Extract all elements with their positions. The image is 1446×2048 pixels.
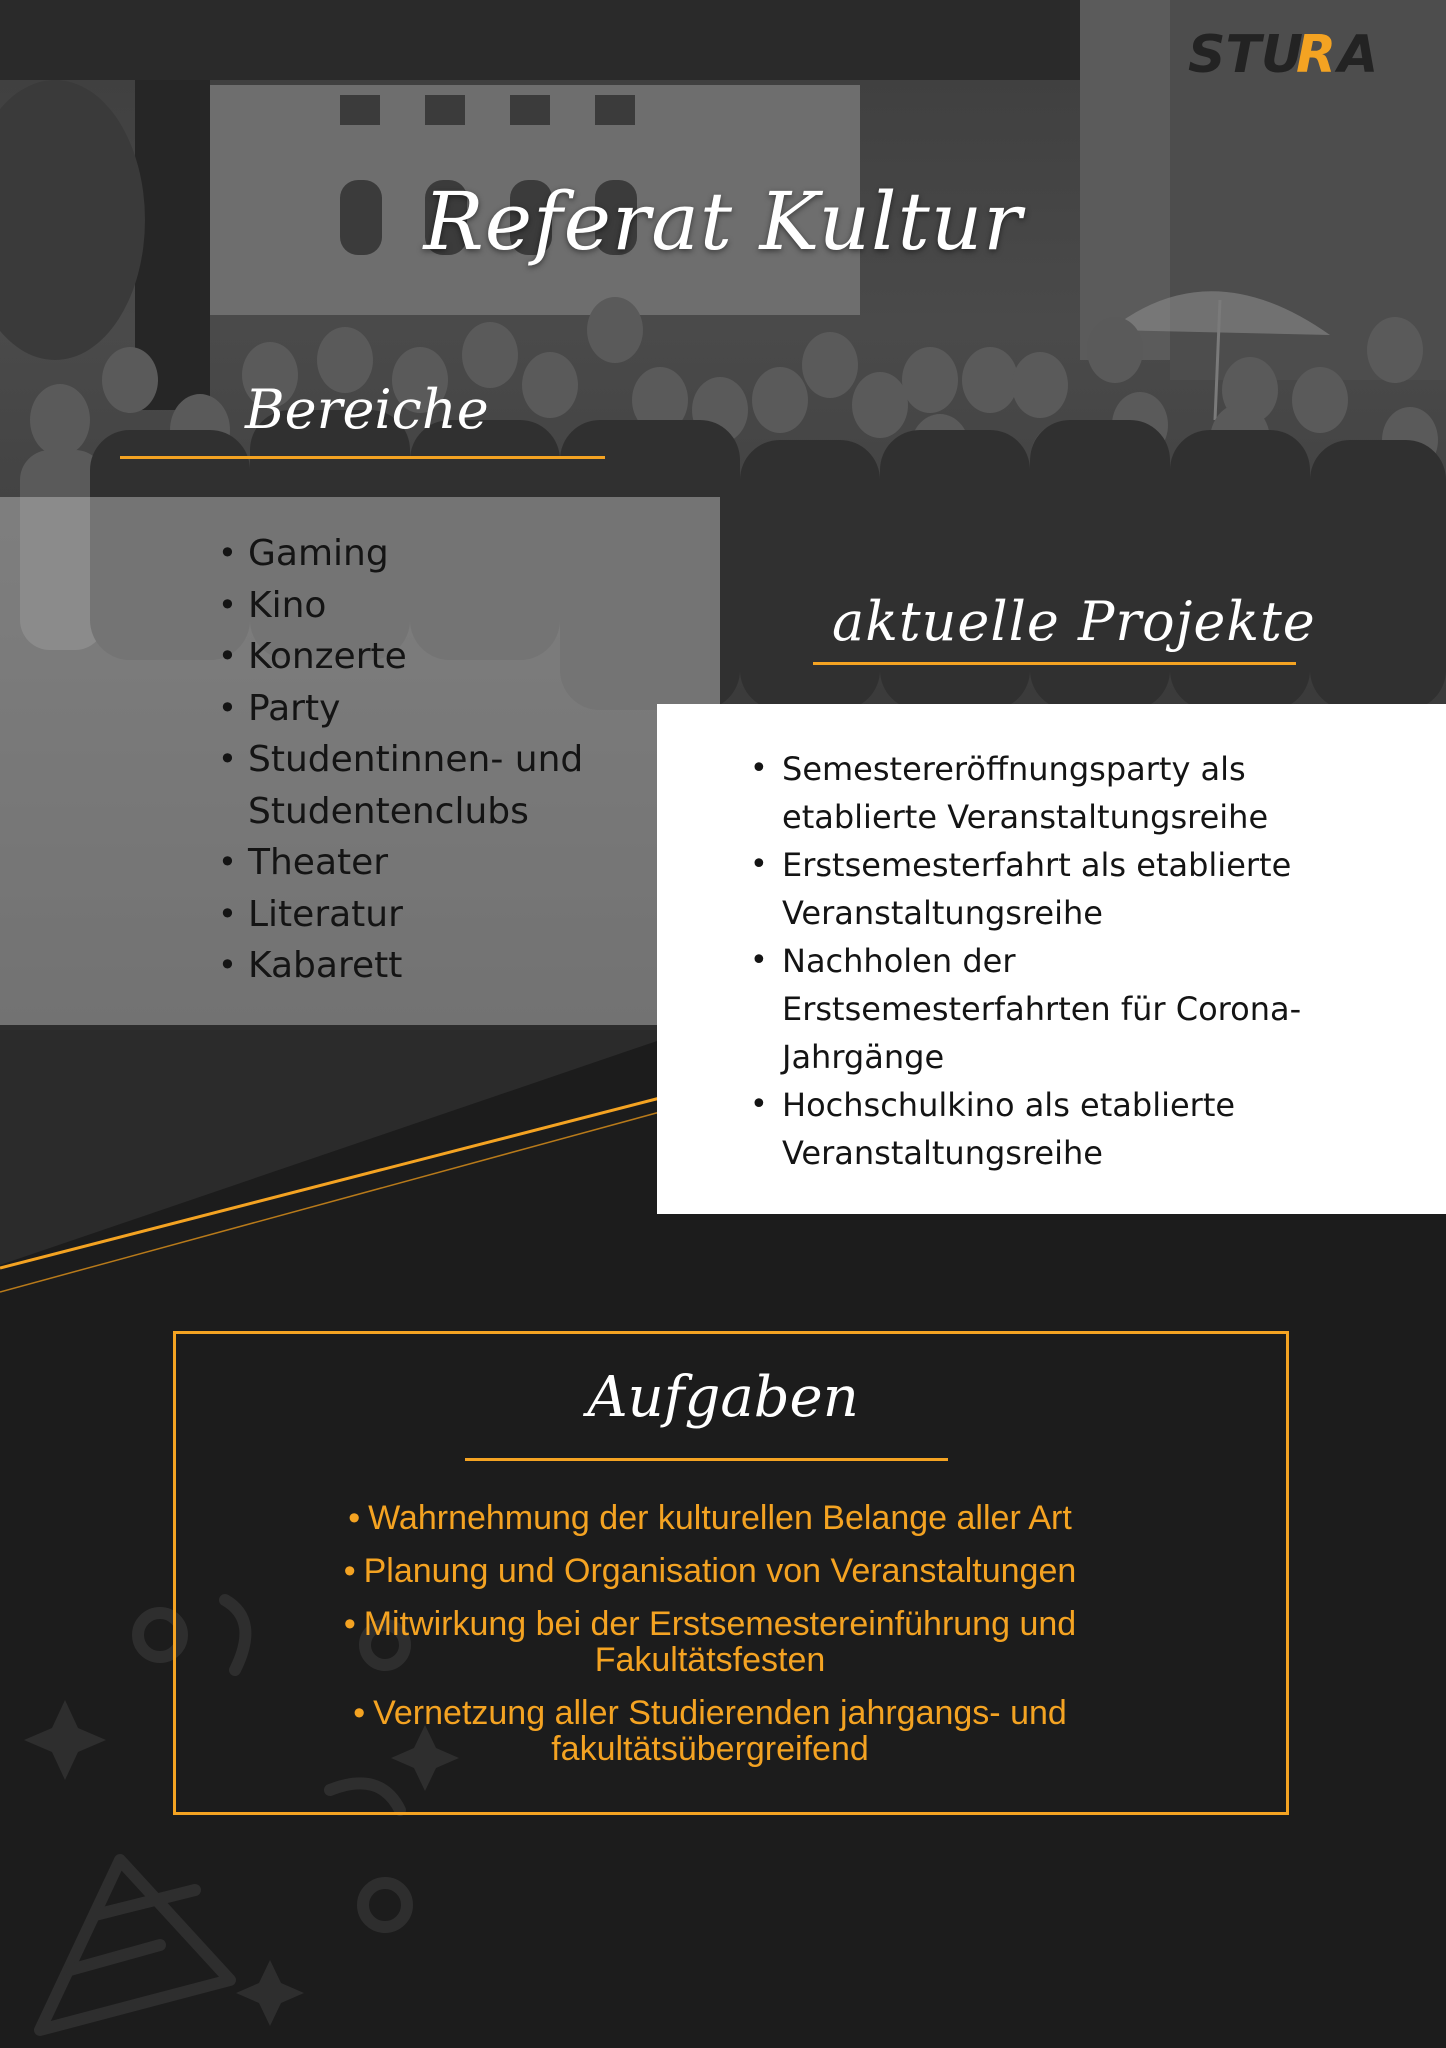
projekte-underline — [813, 662, 1296, 665]
bereiche-item-kabarett: • Kabarett — [248, 940, 608, 992]
logo-text-r: R — [1296, 25, 1337, 82]
bereiche-item-party: • Party — [248, 683, 608, 735]
logo-text-stu: STU — [1188, 25, 1304, 82]
bereiche-item-clubs: • Studentinnen- und Studentenclubs — [248, 734, 608, 837]
aufgaben-item — [0, 1500, 1420, 1536]
aufgaben-underline — [465, 1458, 948, 1461]
bereiche-item-kino: • Kino — [248, 580, 608, 632]
aufgaben-item — [330, 1695, 1090, 1767]
projekte-heading: aktuelle Projekte — [832, 590, 1316, 653]
bereiche-heading: Bereiche — [245, 378, 489, 441]
aufgaben-item-label: Vernetzung aller Studierenden jahrgangs- und fakultätsübergreifend — [373, 1694, 1067, 1768]
bereiche-item-gaming: • Gaming — [248, 528, 608, 580]
aufgaben-item — [330, 1606, 1090, 1678]
bereiche-list — [248, 528, 608, 992]
page-title: Referat Kultur — [423, 175, 1023, 268]
logo-text-a: A — [1338, 25, 1379, 82]
bereiche-underline — [120, 456, 605, 459]
bullet-icon: • — [348, 1499, 361, 1537]
projekte-item: • Hochschulkino als etablierte Veranstaltungsreihe — [782, 1081, 1342, 1177]
sparkle-icon — [236, 1960, 304, 2026]
confetti-circle-icon — [363, 1883, 407, 1927]
aufgaben-item — [0, 1553, 1420, 1589]
bereiche-item-theater: • Theater — [248, 837, 608, 889]
projekte-item: • Nachholen der Erstsemesterfahrten für Corona-Jahrgänge — [782, 937, 1342, 1081]
projekte-item: • Erstsemesterfahrt als etablierte Veranstaltungsreihe — [782, 841, 1342, 937]
aufgaben-item-label: Mitwirkung bei der Erstsemestereinführung und Fakultätsfesten — [363, 1605, 1077, 1679]
bullet-icon: • — [353, 1694, 366, 1732]
stura-logo — [1188, 22, 1428, 82]
bullet-icon: • — [343, 1605, 356, 1643]
projekte-list — [782, 745, 1342, 1177]
aufgaben-heading: Aufgaben — [587, 1365, 859, 1430]
aufgaben-list — [0, 1500, 1420, 1784]
projekte-item: • Semestereröffnungsparty als etablierte Veranstaltungsreihe — [782, 745, 1342, 841]
aufgaben-item-label: Wahrnehmung der kulturellen Belange aller Art — [368, 1499, 1072, 1537]
bullet-icon: • — [343, 1552, 356, 1590]
popper-cone — [40, 1860, 230, 2030]
bereiche-item-konzerte: • Konzerte — [248, 631, 608, 683]
aufgaben-item-label: Planung und Organisation von Veranstaltungen — [363, 1552, 1077, 1590]
bereiche-item-literatur: • Literatur — [248, 889, 608, 941]
